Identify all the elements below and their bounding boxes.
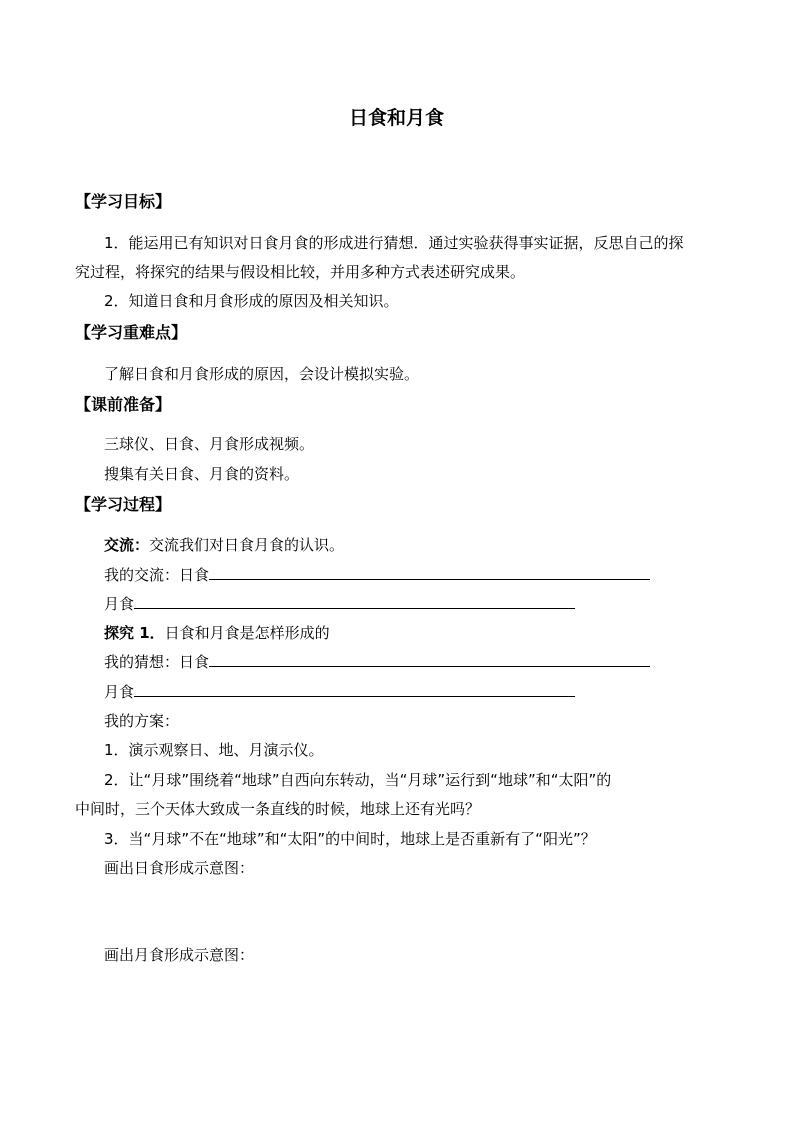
exchange-label: 交流： — [104, 536, 150, 554]
preparation-line-2: 搜集有关日食、月食的资料。 — [104, 465, 300, 483]
lunar-guess-blank[interactable] — [134, 682, 575, 697]
lunar-eclipse-drawing-area[interactable] — [104, 970, 724, 1090]
key-points-text: 了解日食和月食形成的原因，会设计模拟实验。 — [104, 365, 420, 383]
goal-item-1-line-1: 1．能运用已有知识对日食月食的形成进行猜想．通过实验获得事实证据，反思自己的探 — [104, 234, 684, 252]
moon-guess-label: 月食 — [104, 683, 135, 701]
plan-step-2-line-1: 2．让“月球”围绕着“地球”自西向东转动，当“月球”运行到“地球”和“太阳”的 — [104, 771, 612, 789]
moon-guess-line — [104, 682, 575, 702]
goal-item-2: 2．知道日食和月食形成的原因及相关知识。 — [104, 292, 399, 310]
solar-exchange-blank[interactable] — [209, 565, 650, 580]
section-heading-key-points: 【学习重难点】 — [75, 323, 188, 342]
section-heading-preparation: 【课前准备】 — [75, 395, 172, 414]
moon-exchange-line — [104, 594, 575, 614]
explore-text: 日食和月食是怎样形成的 — [164, 624, 330, 642]
my-guess-line — [104, 652, 650, 672]
goal-item-1-line-2: 究过程，将探究的结果与假设相比较，并用多种方式表述研究成果。 — [75, 263, 526, 281]
draw-solar-eclipse-prompt: 画出日食形成示意图： — [104, 859, 255, 877]
lunar-exchange-blank[interactable] — [134, 594, 575, 609]
moon-exchange-label: 月食 — [104, 595, 135, 613]
plan-step-2-line-2: 中间时，三个天体大致成一条直线的时候，地球上还有光吗？ — [75, 800, 481, 818]
preparation-line-1: 三球仪、日食、月食形成视频。 — [104, 435, 315, 453]
draw-lunar-eclipse-prompt: 画出月食形成示意图： — [104, 946, 255, 964]
my-exchange-label: 我的交流：日食 — [104, 566, 210, 584]
exchange-line — [104, 535, 344, 555]
plan-step-1: 1．演示观察日、地、月演示仪。 — [104, 741, 324, 759]
exchange-text: 交流我们对日食月食的认识。 — [149, 536, 345, 554]
my-exchange-line — [104, 565, 650, 585]
solar-eclipse-drawing-area[interactable] — [104, 882, 724, 938]
page-title: 日食和月食 — [348, 107, 444, 129]
section-heading-process: 【学习过程】 — [75, 495, 172, 514]
explore-line — [104, 623, 330, 643]
my-plan-label: 我的方案： — [104, 712, 180, 730]
my-guess-label: 我的猜想：日食 — [104, 653, 210, 671]
explore-label: 探究 1． — [104, 624, 165, 642]
section-heading-goals: 【学习目标】 — [75, 192, 172, 211]
solar-guess-blank[interactable] — [209, 652, 650, 667]
plan-step-3: 3．当“月球”不在“地球”和“太阳”的中间时，地球上是否重新有了“阳光”？ — [104, 830, 596, 848]
